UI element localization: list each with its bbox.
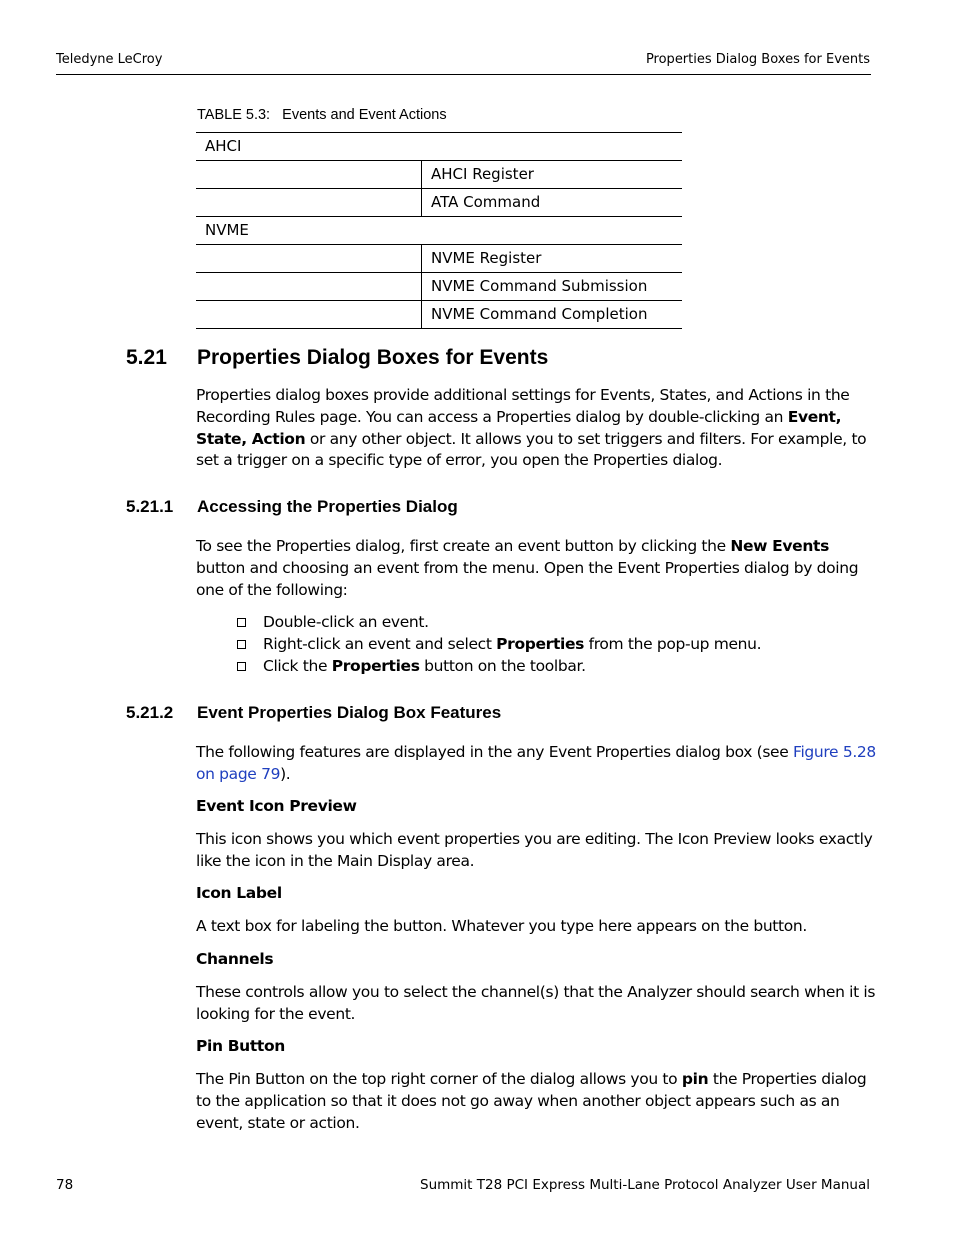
bold-text-run: New Events xyxy=(730,537,829,555)
text-run: the Properties dialog to the application so that it does not go away when another object appears such as an event, state or action. xyxy=(196,1070,867,1132)
text-run: from the pop-up menu. xyxy=(584,635,762,653)
table-cell-event: ATA Command xyxy=(422,189,683,217)
table-caption: TABLE 5.3: Events and Event Actions xyxy=(197,107,447,123)
running-header-right: Properties Dialog Boxes for Events xyxy=(645,52,870,67)
feature-label-pin-button: Pin Button xyxy=(196,1037,285,1055)
section-intro-paragraph xyxy=(196,385,876,472)
checkbox-bullet-icon xyxy=(237,662,246,671)
table-cell-empty xyxy=(196,189,422,217)
feature-text-channels: These controls allow you to select the channel(s) that the Analyzer should search when it is looking for the event. xyxy=(196,983,876,1023)
section-heading xyxy=(126,346,548,370)
section-number: 5.21 xyxy=(126,346,167,369)
table-cell-event: NVME Command Completion xyxy=(422,301,683,329)
text-run: button and choosing an event from the menu. Open the Event Properties dialog by doing one of the following: xyxy=(196,558,859,599)
table-cell-empty xyxy=(196,245,422,273)
feature-label-icon-label: Icon Label xyxy=(196,884,282,902)
subsection-number: 5.21.1 xyxy=(126,497,174,516)
table-row xyxy=(196,301,682,329)
bold-text-run: Properties xyxy=(496,635,585,653)
events-table xyxy=(196,132,682,329)
bold-text-run: Event, State, Action xyxy=(196,407,842,448)
list-item-text xyxy=(263,613,429,631)
text-run: The following features are displayed in the any Event Properties dialog box (see xyxy=(196,743,794,761)
table-group-row xyxy=(196,133,682,161)
text-run: Right-click an event and select xyxy=(263,635,497,653)
subsection-title: Accessing the Properties Dialog xyxy=(197,497,458,516)
feature-text-pin-button xyxy=(196,1069,876,1134)
table-row xyxy=(196,189,682,217)
text-run: Click the xyxy=(263,657,332,675)
subsection-title: Event Properties Dialog Box Features xyxy=(197,703,502,722)
table-group-label: NVME xyxy=(196,217,682,245)
table-cell-event: NVME Command Submission xyxy=(422,273,683,301)
accessing-paragraph xyxy=(196,536,876,601)
checkbox-bullet-icon xyxy=(237,640,246,649)
table-row xyxy=(196,273,682,301)
list-item-text xyxy=(263,657,586,675)
table-cell-event: AHCI Register xyxy=(422,161,683,189)
table-group-label: AHCI xyxy=(196,133,682,161)
page-number: 78 xyxy=(56,1177,74,1193)
table-cell-empty xyxy=(196,273,422,301)
table-cell-empty xyxy=(196,301,422,329)
table-row xyxy=(196,161,682,189)
running-header-left: Teledyne LeCroy xyxy=(56,52,163,67)
text-run: To see the Properties dialog, first create an event button by clicking the xyxy=(196,537,731,555)
subsection-number: 5.21.2 xyxy=(126,703,174,722)
checkbox-bullet-icon xyxy=(237,618,246,627)
table-row xyxy=(196,245,682,273)
bold-text-run: Properties xyxy=(331,657,420,675)
list-item-text xyxy=(263,635,761,653)
text-run: Properties dialog boxes provide additional settings for Events, States, and Actions in the Recording Rules page. You can access a Properties dialog by double-clicking an xyxy=(196,386,850,426)
subsection-heading xyxy=(126,497,458,517)
text-run: Double-click an event. xyxy=(263,613,429,631)
text-run: ). xyxy=(280,764,291,783)
section-title: Properties Dialog Boxes for Events xyxy=(197,346,549,369)
subsection-heading xyxy=(126,703,501,723)
text-run: button on the toolbar. xyxy=(419,657,586,675)
feature-label-event-icon-preview: Event Icon Preview xyxy=(196,797,357,815)
table-cell-event: NVME Register xyxy=(422,245,683,273)
text-run: or any other object. It allows you to set triggers and filters. For example, to set a trigger on a specific type of error, you open the Properties dialog. xyxy=(196,429,867,470)
feature-label-channels: Channels xyxy=(196,950,274,968)
bold-text-run: pin xyxy=(681,1070,709,1088)
header-rule xyxy=(56,74,871,75)
table-group-row xyxy=(196,217,682,245)
table-cell-empty xyxy=(196,161,422,189)
text-run: The Pin Button on the top right corner of the dialog allows you to xyxy=(196,1070,682,1088)
features-intro-paragraph xyxy=(196,742,876,786)
footer-manual-title: Summit T28 PCI Express Multi-Lane Protocol Analyzer User Manual xyxy=(420,1177,870,1193)
feature-text-event-icon-preview: This icon shows you which event properties you are editing. The Icon Preview looks exactly like the icon in the Main Display area. xyxy=(196,830,873,870)
figure-link[interactable]: Figure 5.28 on page 79 xyxy=(196,743,876,783)
feature-text-icon-label: A text box for labeling the button. Whatever you type here appears on the button. xyxy=(196,917,807,935)
